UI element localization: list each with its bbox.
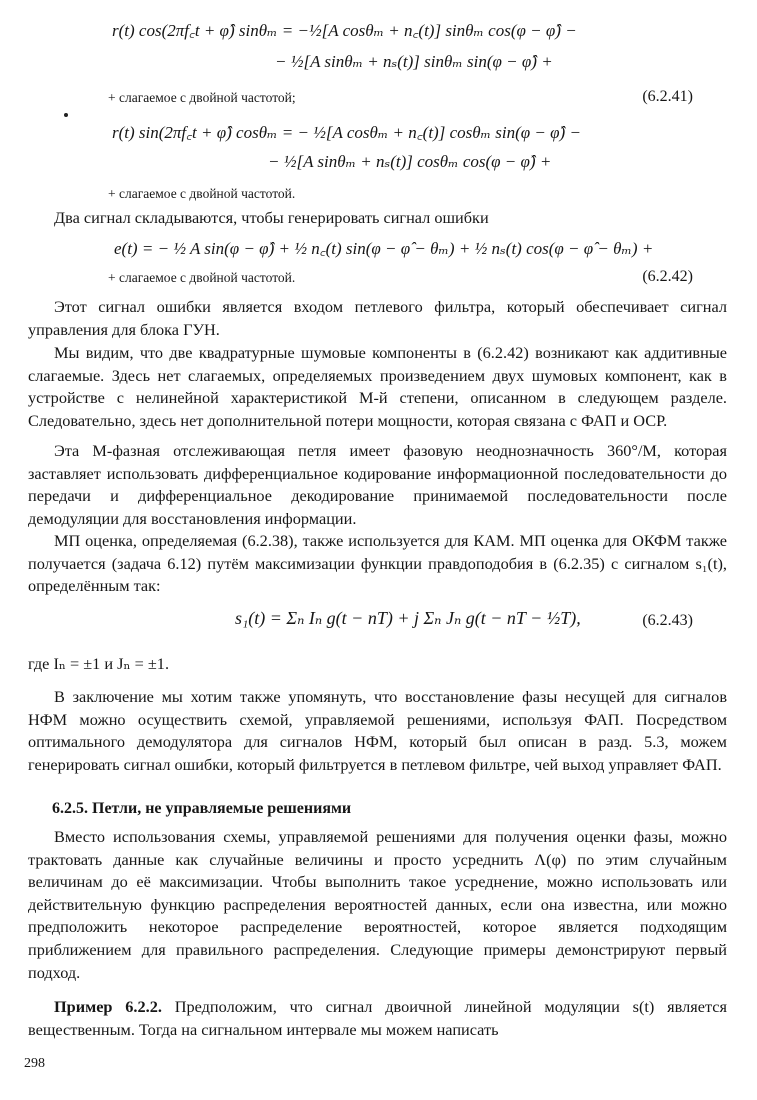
equation-note: + слагаемое с двойной частотой. [108, 186, 296, 201]
equation-number: (6.2.42) [642, 268, 693, 285]
example-label: Пример 6.2.2. [54, 997, 162, 1016]
paragraph: МП оценка, определяемая (6.2.38), также используется для КАМ. МП оценка для ОКФМ также получается (задача 6.12) путём максимизации функции правдоподобия в (6.2.35) с сигналом s₁(t), определённым так: [28, 531, 727, 596]
equation-6-2-43: s₁(t) = Σₙ Iₙ g(t − nT) + j Σₙ Jₙ g(t − nT − ½T), [235, 608, 581, 628]
paragraph: Два сигнал складываются, чтобы генерировать сигнал ошибки [54, 208, 489, 227]
paragraph: Этот сигнал ошибки является входом петлевого фильтра, который обеспечивает сигнал управления для блока ГУН. [28, 297, 727, 339]
margin-dot [64, 113, 68, 117]
equation-note: + слагаемое с двойной частотой. [108, 270, 296, 285]
equation-number: (6.2.41) [642, 88, 693, 105]
equation-6-2-41-line1: r(t) cos(2πf꜀t + φ̂) sinθₘ = −½[A cosθₘ + n꜀(t)] sinθₘ cos(φ − φ̂) − [112, 21, 577, 40]
paragraph: где Iₙ = ±1 и Jₙ = ±1. [28, 654, 170, 673]
equation-6-2-41-line2: − ½[A sinθₘ + nₛ(t)] sinθₘ sin(φ − φ̂) + [275, 52, 553, 71]
section-heading: 6.2.5. Петли, не управляемые решениями [52, 800, 352, 817]
paragraph: Мы видим, что две квадратурные шумовые компоненты в (6.2.42) возникают как аддитивные слагаемые. Здесь нет слагаемых, определяемых произведением двух шумовых компонент, как в устройстве с нелинейной характеристикой M-й степени, описанном в следующем разделе. Следовательно, здесь нет дополнительной потери мощности, которая связана с ФАП и ОСР. [28, 343, 727, 430]
equation-6-2-41b-line2: − ½[A sinθₘ + nₛ(t)] cosθₘ cos(φ − φ̂) + [268, 152, 552, 171]
paragraph: Вместо использования схемы, управляемой решениями для получения оценки фазы, можно трактовать данные как случайные величины и просто усреднить Λ(φ) по этим случайным величинам до её максимизации. Чтобы выполнить такое усреднение, можно использовать или действительную функцию распределения вероятностей данных, если она известна, или можно предположить некоторое распределение вероятностей, которое является подходящим приближением для правильного распределения. Следующие примеры демонстрируют первый подход. [28, 827, 727, 982]
paragraph: В заключение мы хотим также упомянуть, что восстановление фазы несущей для сигналов НФМ можно осуществить схемой, управляемой решениями, используя ФАП. Посредством оптимального демодулятора для сигналов НФМ, который был описан в разд. 5.3, можем генерировать сигнал ошибки, который фильтруется в петлевом фильтре, чей выход управляет ФАП. [28, 687, 727, 774]
equation-6-2-41b-line1: r(t) sin(2πf꜀t + φ̂) cosθₘ = − ½[A cosθₘ + n꜀(t)] cosθₘ sin(φ − φ̂) − [112, 123, 581, 142]
equation-6-2-42: e(t) = − ½ A sin(φ − φ̂) + ½ n꜀(t) sin(φ − φ̂ − θₘ) + ½ nₛ(t) cos(φ − φ̂ − θₘ) + [114, 239, 654, 258]
equation-number: (6.2.43) [642, 612, 693, 629]
equation-note: + слагаемое с двойной частотой; [108, 90, 296, 105]
example-paragraph [28, 996, 727, 1041]
page-number: 298 [24, 1056, 45, 1071]
example-text: Предположим, что сигнал двоичной линейной модуляции s(t) является вещественным. Тогда на сигнальном интервале мы можем написать [28, 997, 727, 1039]
paragraph: Эта M-фазная отслеживающая петля имеет фазовую неоднозначность 360°/M, которая заставляет использовать дифференциальное кодирование информационной последовательности до передачи и дифференциальное декодирование принимаемой последовательности после демодуляции для восстановления информации. [28, 441, 727, 528]
